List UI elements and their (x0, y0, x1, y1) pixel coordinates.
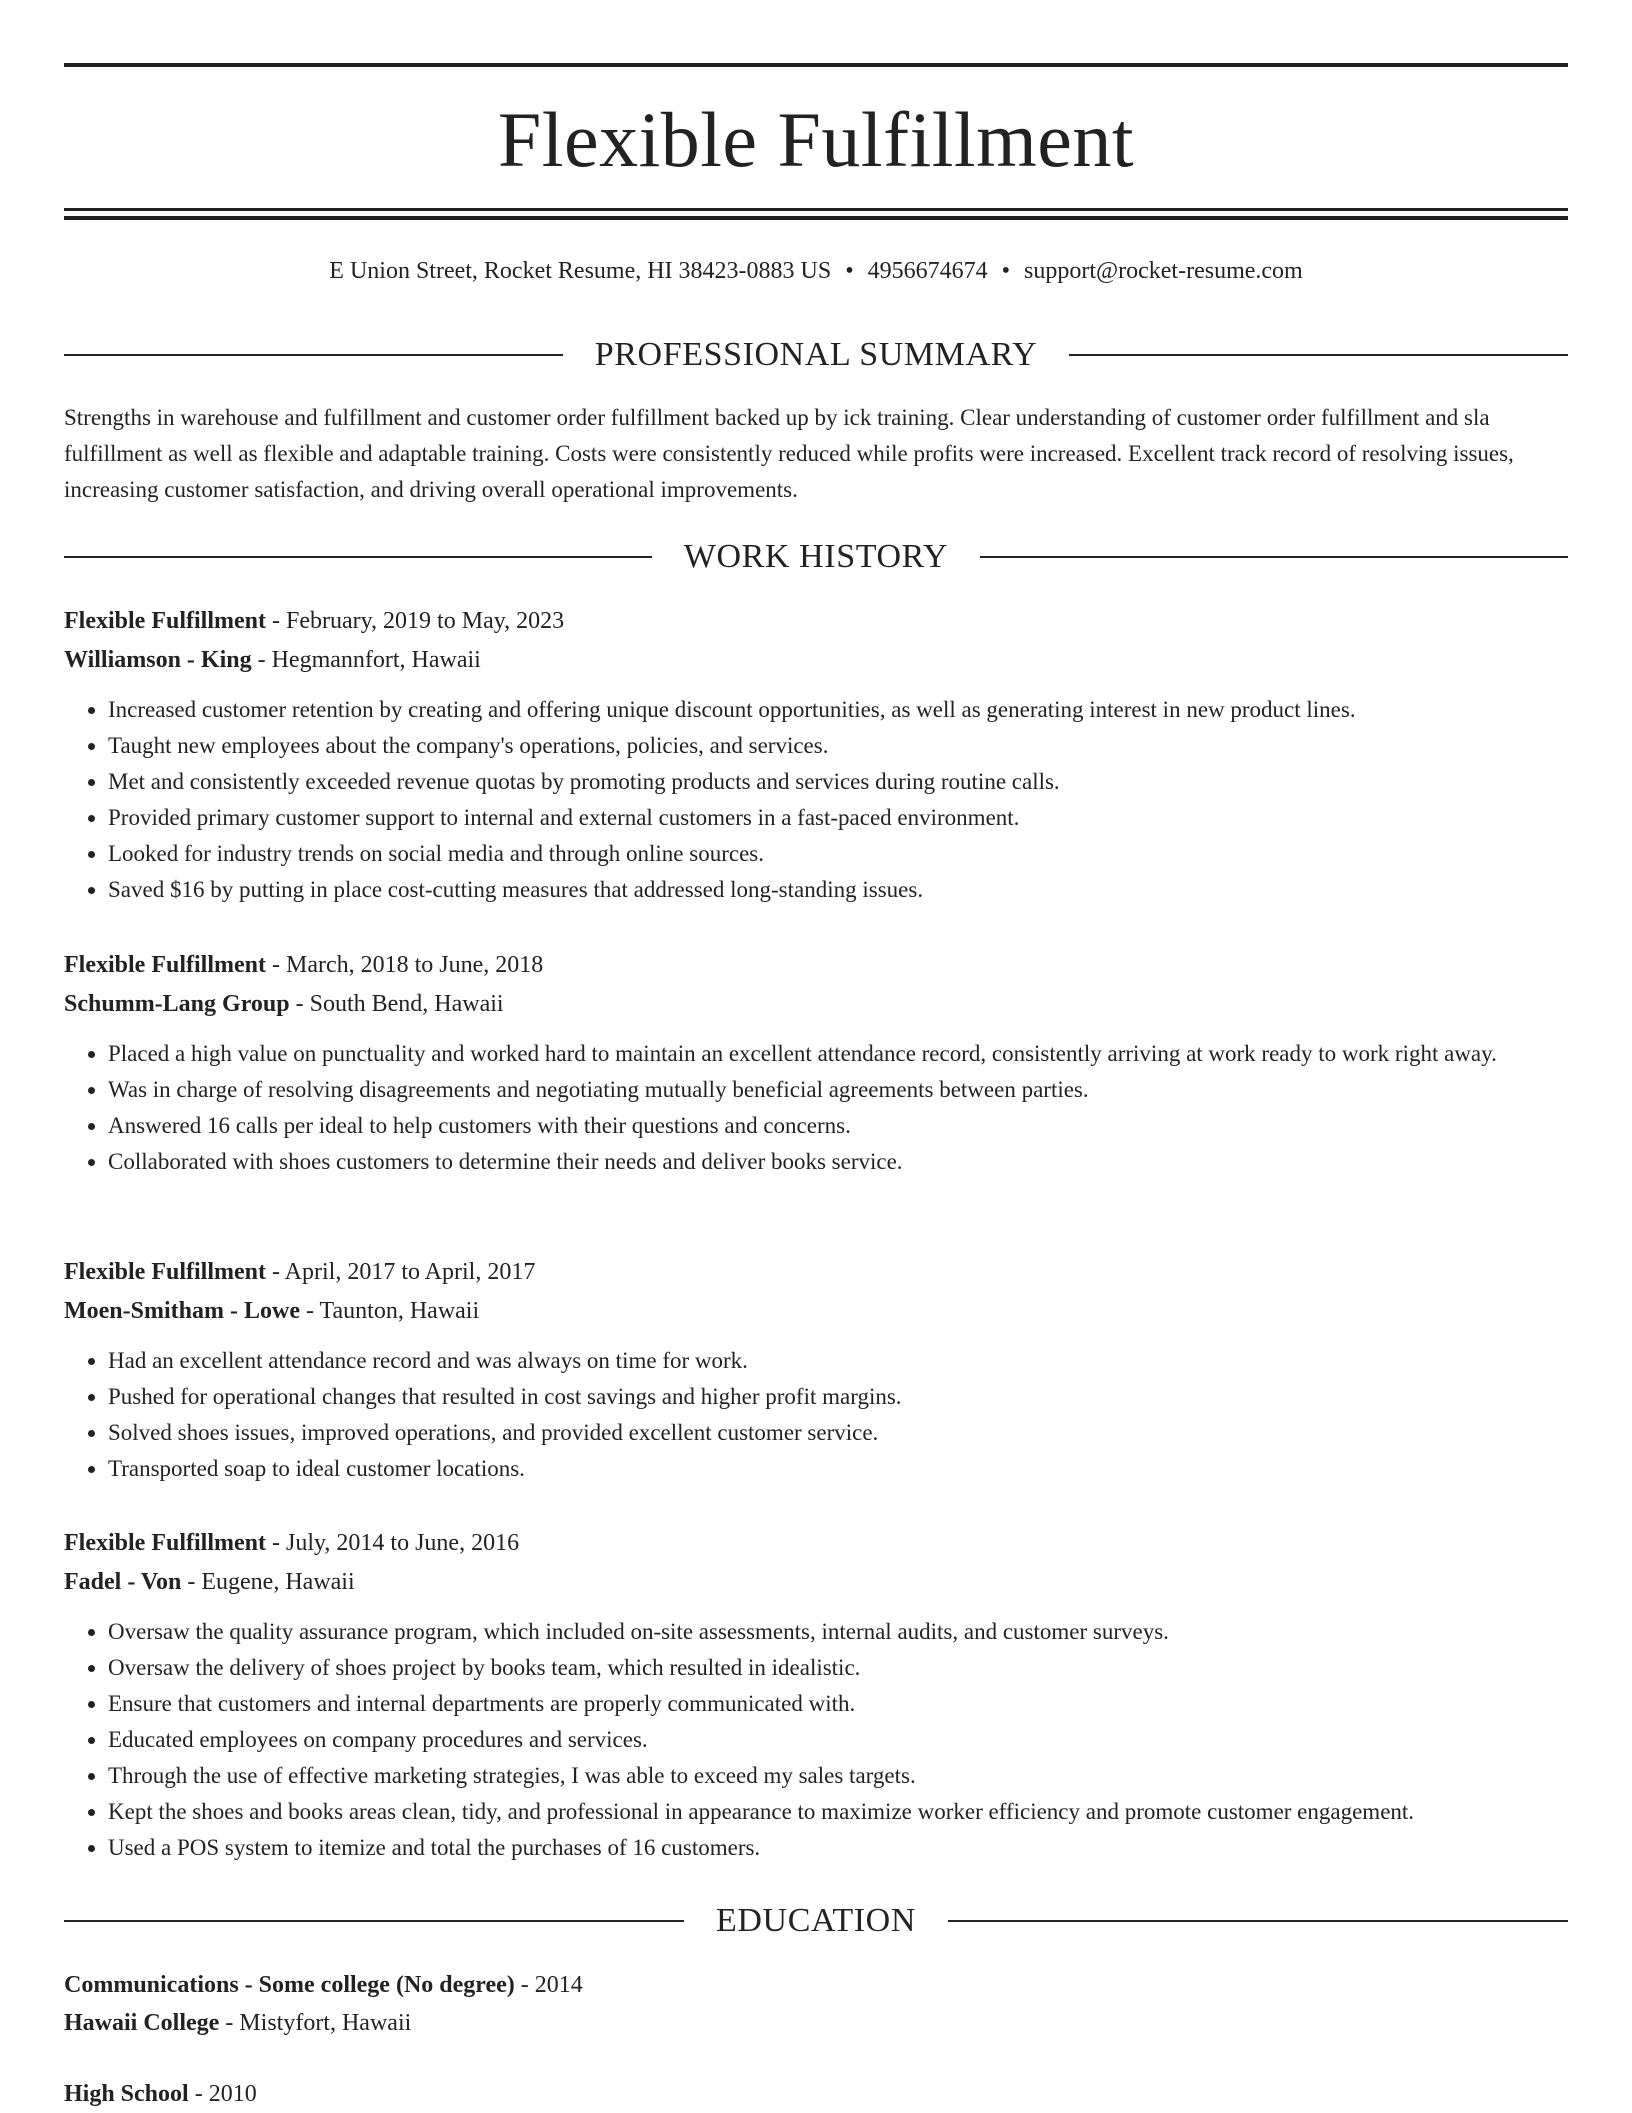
job-location: - South Bend, Hawaii (289, 991, 504, 1017)
job-bullet: • Used a POS system to itemize and total the purchases of 16 customers. (108, 1830, 1568, 1866)
job-bullet: • Taught new employees about the company's operations, policies, and services. (108, 728, 1568, 764)
header-double-rule (64, 208, 1568, 220)
job-bullet: • Looked for industry trends on social media and through online sources. (108, 836, 1568, 872)
job-title: Flexible Fulfillment (64, 608, 266, 634)
education-heading (64, 1899, 1568, 1943)
education-degree: Communications - Some college (No degree) (64, 1972, 515, 1998)
job-company: Fadel - Von (64, 1569, 182, 1595)
contact-phone: 4956674674 (867, 258, 988, 284)
job-bullet: • Answered 16 calls per ideal to help customers with their questions and concerns. (108, 1108, 1568, 1144)
job-bullets (64, 1614, 1568, 1866)
contact-separator: • (845, 258, 854, 284)
job-bullets (64, 1036, 1568, 1180)
education-year: - 2014 (514, 1972, 583, 1998)
job-bullet: • Met and consistently exceeded revenue quotas by promoting products and services during routine calls. (108, 764, 1568, 800)
job-dates: - July, 2014 to June, 2016 (265, 1530, 520, 1556)
job-entry (64, 946, 1568, 1180)
job-title: Flexible Fulfillment (64, 1530, 266, 1556)
job-bullet: • Increased customer retention by creating and offering unique discount opportunities, as well as generating interest in new product lines. (108, 692, 1568, 728)
heading-rule-right (1069, 354, 1568, 356)
summary-text: Strengths in warehouse and fulfillment and customer order fulfillment backed up by ick training. Clear understanding of customer order fulfillment and sla fulfillment as well as flexible and adaptable training. Costs were consistently reduced while profits were increased. Excellent track record of resolving issues, increasing customer satisfaction, and driving overall operational improvements. (64, 405, 1514, 502)
job-bullet: • Was in charge of resolving disagreements and negotiating mutually beneficial agreements between parties. (108, 1072, 1568, 1108)
work-history-heading (64, 535, 1568, 579)
job-bullet: • Oversaw the quality assurance program, which included on-site assessments, internal audits, and customer surveys. (108, 1614, 1568, 1650)
work-history-heading-label: WORK HISTORY (683, 538, 949, 575)
job-bullet: • Placed a high value on punctuality and worked hard to maintain an excellent attendance record, consistently arriving at work ready to work right away. (108, 1036, 1568, 1072)
job-company: Moen-Smitham - Lowe (64, 1298, 300, 1324)
education-degree: High School (64, 2081, 189, 2107)
job-bullet: • Educated employees on company procedures and services. (108, 1722, 1568, 1758)
job-bullets (64, 692, 1568, 908)
job-title: Flexible Fulfillment (64, 952, 266, 978)
contact-separator: • (1001, 258, 1011, 284)
education-entry (64, 1966, 1568, 2042)
education-year: - 2010 (188, 2081, 257, 2107)
header-top-rule (64, 63, 1568, 67)
job-company: Williamson - King (64, 647, 252, 673)
summary-heading-label: PROFESSIONAL SUMMARY (594, 336, 1038, 373)
job-dates: - February, 2019 to May, 2023 (265, 608, 565, 634)
education-entry (64, 2075, 1568, 2113)
education-location: - Mistyfort, Hawaii (219, 2010, 412, 2036)
job-entry (64, 1524, 1568, 1866)
job-bullet: • Pushed for operational changes that resulted in cost savings and higher profit margins. (108, 1379, 1568, 1415)
job-bullet: • Provided primary customer support to internal and external customers in a fast-paced environment. (108, 800, 1568, 836)
education-heading-label: EDUCATION (716, 1902, 916, 1939)
heading-rule-left (64, 1920, 684, 1922)
job-bullet: • Oversaw the delivery of shoes project by books team, which resulted in idealistic. (108, 1650, 1568, 1686)
education-school: Hawaii College (64, 2010, 220, 2036)
job-dates: - April, 2017 to April, 2017 (265, 1259, 536, 1285)
heading-rule-right (980, 556, 1568, 558)
job-bullet: • Solved shoes issues, improved operations, and provided excellent customer service. (108, 1415, 1568, 1451)
job-location: - Taunton, Hawaii (299, 1298, 480, 1324)
job-location: - Eugene, Hawaii (181, 1569, 355, 1595)
job-location: - Hegmannfort, Hawaii (251, 647, 481, 673)
summary-heading (64, 333, 1568, 377)
contact-line (64, 255, 1568, 287)
contact-email: support@rocket-resume.com (1024, 258, 1303, 284)
heading-rule-left (64, 354, 563, 356)
candidate-name: Flexible Fulfillment (497, 96, 1135, 183)
heading-rule-right (948, 1920, 1568, 1922)
job-dates: - March, 2018 to June, 2018 (265, 952, 544, 978)
job-entry (64, 602, 1568, 908)
contact-address: E Union Street, Rocket Resume, HI 38423-0883 US (329, 258, 832, 284)
job-bullet: • Ensure that customers and internal departments are properly communicated with. (108, 1686, 1568, 1722)
job-bullet: • Collaborated with shoes customers to determine their needs and deliver books service. (108, 1144, 1568, 1180)
job-company: Schumm-Lang Group (64, 991, 290, 1017)
job-bullet: • Through the use of effective marketing strategies, I was able to exceed my sales targets. (108, 1758, 1568, 1794)
job-bullet: • Had an excellent attendance record and was always on time for work. (108, 1343, 1568, 1379)
job-title: Flexible Fulfillment (64, 1259, 266, 1285)
job-bullet: • Transported soap to ideal customer locations. (108, 1451, 1568, 1487)
job-bullet: • Kept the shoes and books areas clean, tidy, and professional in appearance to maximize worker efficiency and promote customer engagement. (108, 1794, 1568, 1830)
job-bullets (64, 1343, 1568, 1487)
job-bullet: • Saved $16 by putting in place cost-cutting measures that addressed long-standing issues. (108, 872, 1568, 908)
job-entry (64, 1253, 1568, 1487)
heading-rule-left (64, 556, 652, 558)
